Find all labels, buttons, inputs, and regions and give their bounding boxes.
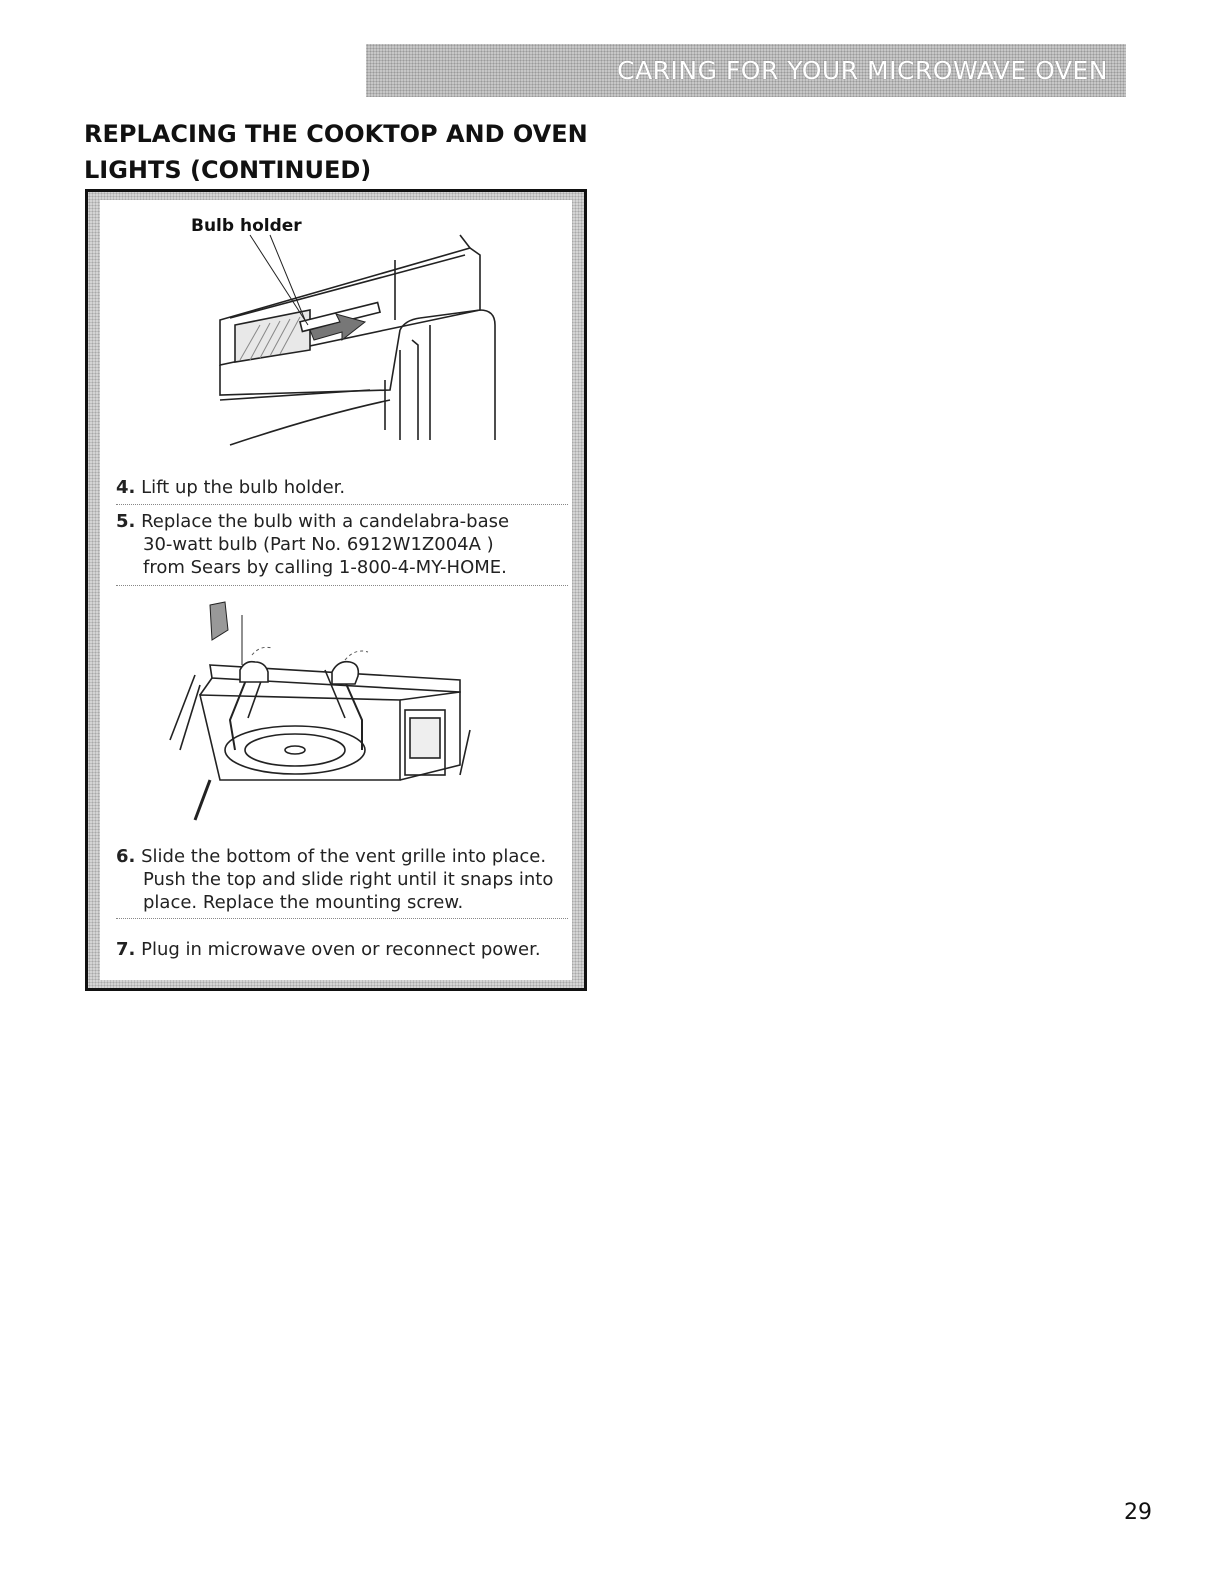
step-6-line-3: place. Replace the mounting screw. xyxy=(143,892,464,913)
step-5-line-2: 30-watt bulb (Part No. 6912W1Z004A ) xyxy=(143,534,494,555)
bulb-holder-illustration xyxy=(100,200,572,470)
step-6-line-1: Slide the bottom of the vent grille into place. xyxy=(141,846,547,867)
step-5 xyxy=(116,510,568,579)
section-header-band xyxy=(366,44,1126,97)
step-5-number: 5. xyxy=(116,511,136,532)
page-number: 29 xyxy=(1124,1500,1152,1525)
instruction-panel xyxy=(85,189,587,991)
step-4-text: Lift up the bulb holder. xyxy=(141,477,346,498)
divider xyxy=(116,918,568,919)
step-5-line-1: Replace the bulb with a candelabra-base xyxy=(141,511,510,532)
instruction-panel-content xyxy=(100,200,572,980)
step-5-line-3: from Sears by calling 1-800-4-MY-HOME. xyxy=(143,557,507,578)
divider xyxy=(116,504,568,505)
section-header-title: CARING FOR YOUR MICROWAVE OVEN xyxy=(617,56,1108,85)
step-7-text: Plug in microwave oven or reconnect power. xyxy=(141,939,541,960)
step-6-number: 6. xyxy=(116,846,136,867)
bulb-holder-callout: Bulb holder xyxy=(191,216,302,236)
step-7 xyxy=(116,938,568,961)
step-7-number: 7. xyxy=(116,939,136,960)
vent-grille-illustration xyxy=(100,600,572,845)
step-4-number: 4. xyxy=(116,477,136,498)
step-6-line-2: Push the top and slide right until it snaps into xyxy=(143,869,554,890)
step-4 xyxy=(116,476,568,499)
step-6 xyxy=(116,845,568,914)
divider xyxy=(116,585,568,586)
page-title: REPLACING THE COOKTOP AND OVEN LIGHTS (CONTINUED) xyxy=(84,120,588,184)
